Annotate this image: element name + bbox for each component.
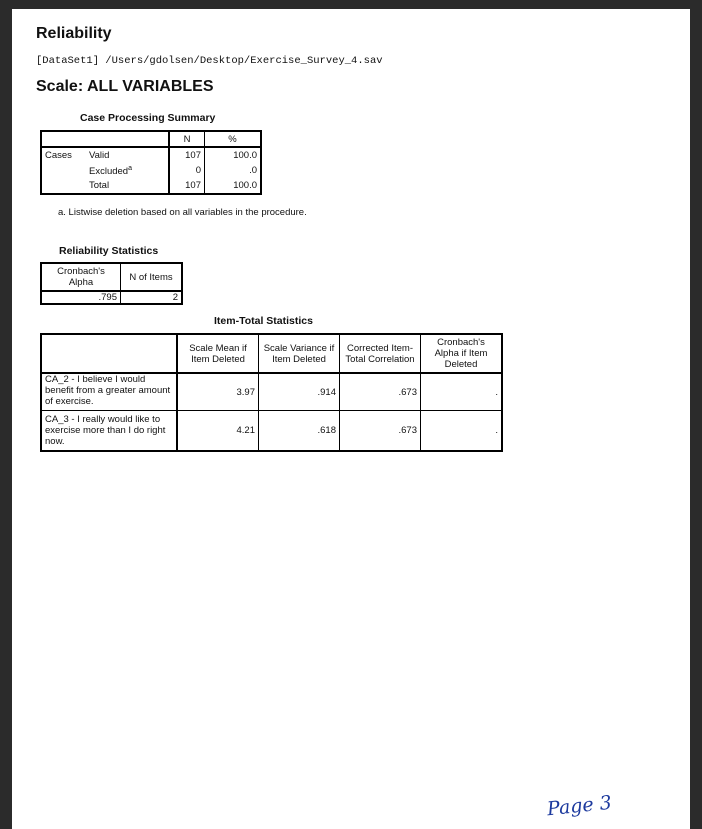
case-processing-title: Case Processing Summary [80,112,216,124]
reliability-stats-title: Reliability Statistics [59,245,159,257]
cell-variance: .914 [259,373,340,411]
alpha-value: .795 [98,292,117,303]
table-row [41,411,502,452]
col-n-header: N [169,131,205,147]
cell-alpha: . [421,373,503,411]
cell-pct: .0 [205,163,262,178]
col-header: Corrected Item-Total Correlation [340,334,421,373]
cell-pct: 100.0 [205,178,262,194]
cell-correlation: .673 [340,411,421,452]
col-pct-header: % [205,131,262,147]
cell-alpha: . [421,411,503,452]
table-header-row [41,131,261,147]
item-label: CA_2 - I believe I would benefit from a greater amount of exercise. [41,373,177,411]
table-row [41,147,261,163]
item-label: CA_3 - I really would like to exercise more than I do right now. [41,411,177,452]
cell-correlation: .673 [340,373,421,411]
row-label: Excluded$^a$ [89,165,132,178]
document-page [12,9,690,829]
table-row [41,291,182,304]
table-header-row [41,334,502,373]
table-row [41,373,502,411]
scale-title: Scale: ALL VARIABLES [36,78,214,95]
col-header: Cronbach's Alpha if Item Deleted [421,334,503,373]
table-row [41,163,261,178]
col-items-header: N of Items [121,263,183,291]
item-total-table [40,333,503,452]
cell-n: 107 [169,147,205,163]
table-footnote: a. Listwise deletion based on all variables in the procedure. [58,207,307,218]
cell-n: 0 [169,163,205,178]
cell-n: 107 [169,178,205,194]
footnote-marker: a [128,165,132,173]
table-header-row [41,263,182,291]
item-total-title: Item-Total Statistics [214,315,313,327]
row-label: Valid [89,150,110,161]
handwritten-page-number: Page 3 [546,791,613,821]
cell-pct: 100.0 [205,147,262,163]
section-title: Reliability [36,25,112,42]
cases-group-label: Cases [45,150,72,161]
reliability-stats-table [40,262,183,305]
case-processing-table [40,130,262,195]
dataset-path: [DataSet1] /Users/gdolsen/Desktop/Exercise_Survey_4.sav [36,55,383,67]
cell-mean: 4.21 [177,411,259,452]
table-row [41,178,261,194]
cell-mean: 3.97 [177,373,259,411]
col-header: Scale Mean if Item Deleted [177,334,259,373]
cell-variance: .618 [259,411,340,452]
row-label: Total [89,180,110,191]
col-alpha-header: Cronbach's Alpha [41,263,121,291]
n-items-value: 2 [121,291,183,304]
col-header: Scale Variance if Item Deleted [259,334,340,373]
